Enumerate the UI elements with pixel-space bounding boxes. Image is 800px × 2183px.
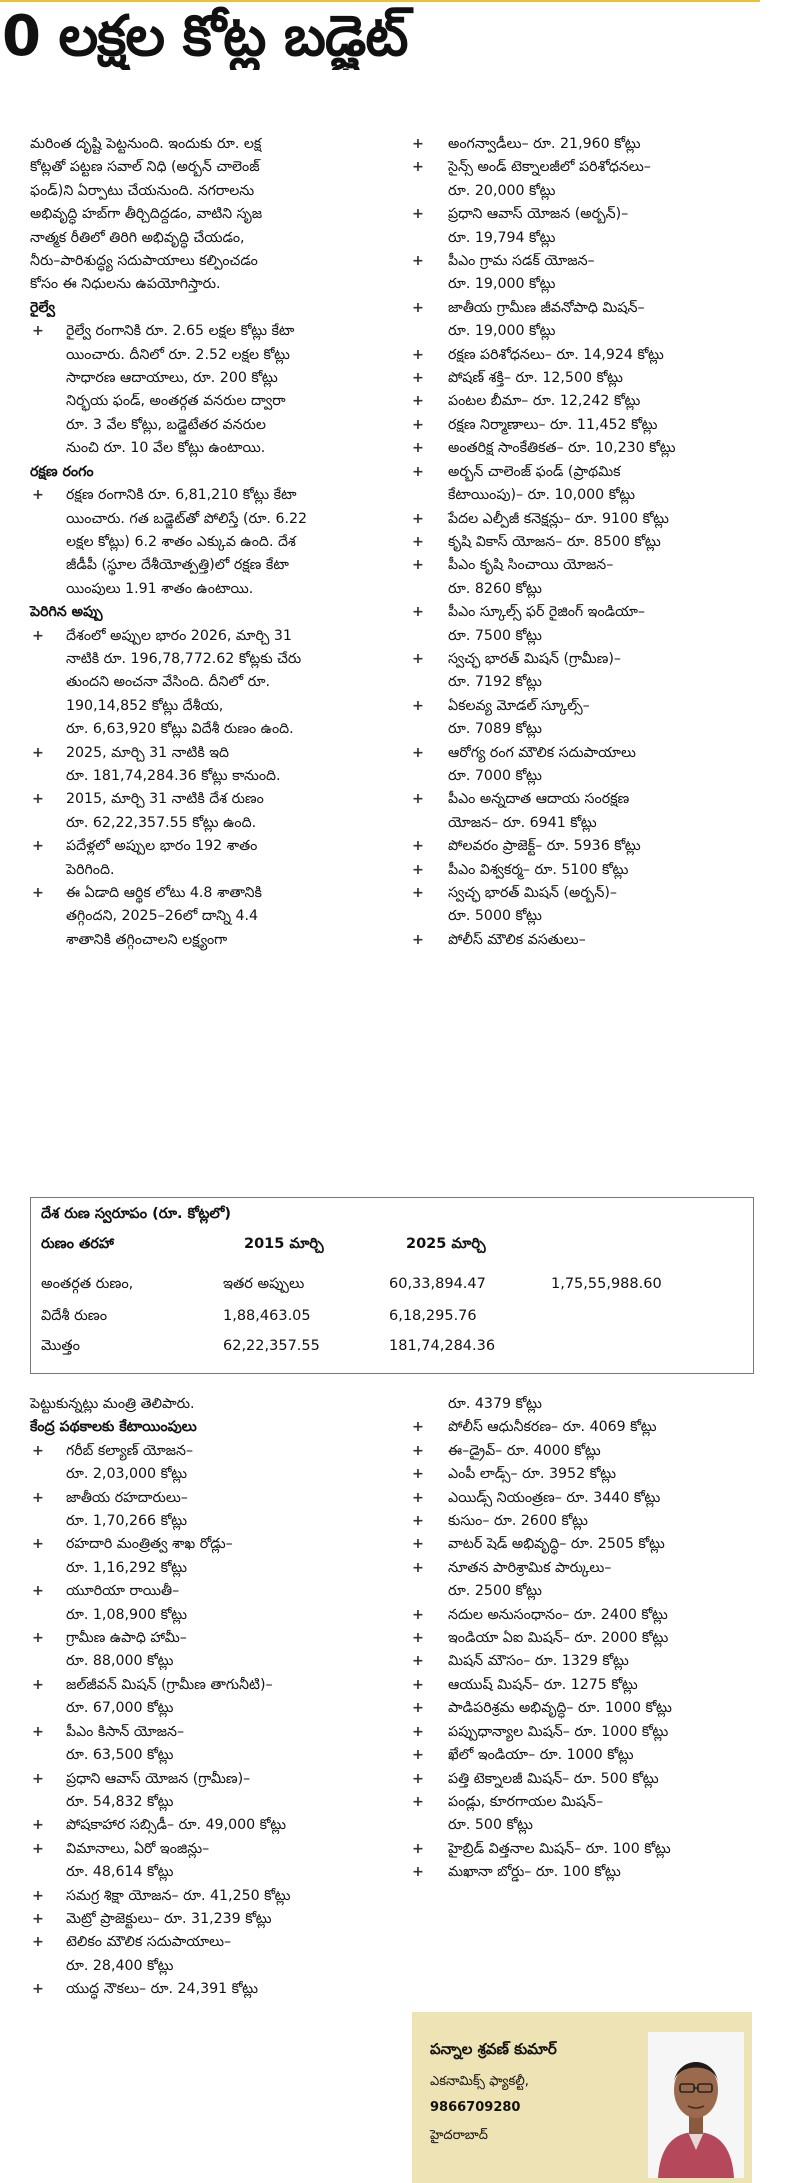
plus-bullet-icon: + — [412, 1513, 424, 1530]
plus-bullet-icon: + — [412, 838, 424, 855]
plus-bullet-icon: + — [32, 1630, 44, 1647]
bullet-text: పదేళ్లలో అప్పుల భారం 192 శాతం — [66, 838, 258, 855]
bullet-item — [410, 648, 760, 671]
bullet-text: యూరియా రాయితీ– — [66, 1583, 180, 1600]
plus-bullet-icon: + — [32, 1770, 44, 1787]
bullet-item — [410, 1721, 760, 1744]
bullet-item — [30, 742, 415, 765]
section2-column-right — [410, 1393, 760, 1885]
bullet-continuation: రూ. 6,63,920 కోట్లు విదేశీ రుణం ఉంది. — [66, 721, 294, 738]
bullet-text: ఆయుష్ మిషన్– రూ. 1275 కోట్లు — [448, 1676, 638, 1693]
debt-table-cell: మొత్తం — [41, 1338, 80, 1354]
plus-bullet-icon: + — [412, 557, 424, 574]
plus-bullet-icon: + — [32, 1934, 44, 1951]
bullet-text: ఈ ఏడాది ఆర్థిక లోటు 4.8 శాతానికి — [66, 885, 262, 901]
bullet-continuation: రూ. 19,794 కోట్లు — [448, 229, 556, 246]
bullet-item — [410, 601, 760, 624]
plus-bullet-icon: + — [412, 510, 424, 527]
plus-bullet-icon: + — [32, 1442, 44, 1459]
plus-bullet-icon: + — [412, 136, 424, 152]
plus-bullet-icon: + — [412, 1466, 424, 1483]
bullet-continuation: రూ. 1,16,292 కోట్లు — [66, 1559, 187, 1576]
bullet-item — [410, 1838, 760, 1861]
bullet-text: ఇండియా ఏఐ మిషన్– రూ. 2000 కోట్లు — [448, 1630, 669, 1647]
bullet-text: జల్‌జీవన్ మిషన్ (గ్రామీణ తాగునీటి)– — [66, 1676, 273, 1693]
debt-table-cell: 60,33,894.47 — [389, 1276, 486, 1292]
bullet-item — [30, 835, 415, 858]
plus-bullet-icon: + — [412, 1419, 424, 1436]
bullet-item — [410, 1416, 760, 1439]
bullet-continuation: శాతానికి తగ్గించాలని లక్ష్యంగా — [66, 931, 228, 948]
bullet-item — [410, 133, 760, 156]
bullet-text: టెలికం మౌలిక సదుపాయాలు– — [66, 1934, 232, 1951]
bullet-continuation: రూ. 3 వేల కోట్లు, బడ్జెటేతర వనరుల — [66, 416, 266, 433]
bullet-item — [410, 461, 760, 484]
plus-bullet-icon: + — [412, 697, 424, 714]
plus-bullet-icon: + — [412, 1770, 424, 1787]
debt-table-header: 2025 మార్చి — [406, 1236, 486, 1252]
bullet-item — [410, 1440, 760, 1463]
bullet-continuation: తగ్గిందని, 2025–26లో దాన్ని 4.4 — [66, 908, 259, 925]
bullet-text: సైన్స్ అండ్ టెక్నాలజీలో పరిశోధనలు– — [448, 159, 651, 176]
plus-bullet-icon: + — [412, 1864, 424, 1881]
bullet-text: మిషన్ మౌసం– రూ. 1329 కోట్లు — [448, 1653, 629, 1670]
bullet-item — [410, 297, 760, 320]
bullet-text: రైల్వే రంగానికి రూ. 2.65 లక్షల కోట్లు కేటా — [66, 323, 295, 340]
bullet-text: పోలీస్ ఆధునీకరణ– రూ. 4069 కోట్లు — [448, 1419, 657, 1436]
bullet-text: స్వచ్ఛ భారత్ మిషన్ (అర్బన్)– — [448, 885, 617, 901]
plus-bullet-icon: + — [32, 1489, 44, 1506]
paragraph-line: ఫండ్)ని ఏర్పాటు చేయనుంది. నగరాలను — [30, 182, 255, 199]
plus-bullet-icon: + — [32, 627, 44, 644]
debt-table-title: దేశ రుణ స్వరూపం (రూ. కోట్లలో) — [41, 1206, 232, 1222]
bullet-continuation: రూ. 1,70,266 కోట్లు — [66, 1513, 187, 1530]
plus-bullet-icon: + — [412, 440, 424, 457]
bullet-text: పోలీస్ మౌలిక వసతులు– — [448, 931, 586, 948]
bullet-item — [410, 1463, 760, 1486]
bullet-text: కృషి వికాస్ యోజన– రూ. 8500 కోట్లు — [448, 533, 661, 550]
bullet-item — [410, 414, 760, 437]
bullet-item — [410, 1744, 760, 1767]
section2-column-left — [30, 1393, 415, 2002]
bullet-item — [30, 625, 415, 648]
section-subheading: పెరిగిన అప్పు — [30, 604, 103, 621]
bullet-continuation: రూ. 181,74,284.36 కోట్లు కానుంది. — [66, 767, 281, 784]
debt-table-header: రుణం తరహా — [41, 1236, 114, 1252]
plus-bullet-icon: + — [412, 1747, 424, 1764]
section-subheading: కేంద్ర పథకాలకు కేటాయింపులు — [30, 1419, 197, 1436]
bullet-item — [410, 554, 760, 577]
bullet-text: గ్రామీణ ఉపాధి హామీ– — [66, 1630, 187, 1647]
plus-bullet-icon: + — [412, 1442, 424, 1459]
bullet-text: అంగన్వాడీలు– రూ. 21,960 కోట్లు — [448, 136, 641, 152]
bullet-text: సమగ్ర శిక్షా యోజన– రూ. 41,250 కోట్లు — [66, 1887, 291, 1904]
bullet-continuation: రూ. 63,500 కోట్లు — [66, 1747, 174, 1764]
bullet-continuation: రూ. 1,08,900 కోట్లు — [66, 1606, 187, 1623]
bullet-item — [410, 344, 760, 367]
bullet-continuation: రూ. 7000 కోట్లు — [448, 767, 542, 784]
bullet-item — [30, 1580, 415, 1603]
bullet-item — [30, 1674, 415, 1697]
plus-bullet-icon: + — [412, 791, 424, 808]
bullet-text: పంటల బీమా– రూ. 12,242 కోట్లు — [448, 393, 641, 410]
bullet-text: ఎంపీ లాడ్స్– రూ. 3952 కోట్లు — [448, 1466, 617, 1483]
bullet-continuation: తుందని అంచనా వేసింది. దీనిలో రూ. — [66, 674, 270, 691]
debt-table-cell: 6,18,295.76 — [389, 1308, 477, 1324]
bullet-item — [30, 1885, 415, 1908]
debt-structure-table — [30, 1197, 754, 1374]
plus-bullet-icon: + — [32, 1676, 44, 1693]
bullet-text: జాతీయ రహదారులు– — [66, 1489, 188, 1506]
bullet-text: పీఎం గ్రామ సడక్ యోజన– — [448, 253, 595, 270]
plus-bullet-icon: + — [32, 323, 44, 340]
debt-table-cell: 181,74,284.36 — [389, 1338, 496, 1354]
bullet-item — [410, 203, 760, 226]
bullet-text: రక్షణ రంగానికి రూ. 6,81,210 కోట్లు కేటా — [66, 487, 297, 504]
bullet-item — [410, 531, 760, 554]
plus-bullet-icon: + — [412, 416, 424, 433]
bullet-item — [30, 1721, 415, 1744]
plus-bullet-icon: + — [412, 1653, 424, 1670]
bullet-item — [410, 882, 760, 905]
bullet-item — [410, 508, 760, 531]
paragraph-line: నీరు–పారిశుద్ధ్య సదుపాయాలు కల్పించడం — [30, 253, 258, 270]
plus-bullet-icon: + — [32, 1817, 44, 1834]
debt-table-cell: ఇతర అప్పులు — [223, 1276, 305, 1292]
bullet-continuation: రూ. 7089 కోట్లు — [448, 721, 542, 738]
bullet-item — [410, 1604, 760, 1627]
bullet-text: పప్పుధాన్యాల మిషన్– రూ. 1000 కోట్లు — [448, 1723, 669, 1740]
plus-bullet-icon: + — [412, 253, 424, 270]
bullet-text: విమానాలు, ఏరో ఇంజిన్లు– — [66, 1840, 210, 1857]
bullet-item — [30, 1768, 415, 1791]
plus-bullet-icon: + — [412, 1630, 424, 1647]
plus-bullet-icon: + — [412, 1840, 424, 1857]
plus-bullet-icon: + — [32, 1536, 44, 1553]
bullet-text: పత్తి టెక్నాలజీ మిషన్– రూ. 500 కోట్లు — [448, 1770, 659, 1787]
bullet-item — [30, 320, 415, 343]
bullet-continuation: రూ. 48,614 కోట్లు — [66, 1864, 174, 1881]
bullet-text: అర్బన్ చాలెంజ్ ఫండ్ (ప్రాథమిక — [448, 463, 621, 480]
bullet-item — [30, 1533, 415, 1556]
bullet-text: జాతీయ గ్రామీణ జీవనోపాధి మిషన్– — [448, 299, 645, 316]
bullet-item — [410, 250, 760, 273]
bullet-text: దేశంలో అప్పుల భారం 2026, మార్చి 31 — [66, 627, 292, 644]
bullet-continuation: రూ. 7192 కోట్లు — [448, 674, 542, 691]
paragraph-line: మరింత దృష్టి పెట్టనుంది. ఇందుకు రూ. లక్ష — [30, 136, 262, 152]
bullet-continuation: రూ. 62,22,357.55 కోట్లు ఉంది. — [66, 814, 257, 831]
bullet-item — [410, 695, 760, 718]
bullet-item — [30, 1627, 415, 1650]
bullet-item — [410, 929, 760, 952]
bullet-item — [410, 742, 760, 765]
plus-bullet-icon: + — [32, 1910, 44, 1927]
plus-bullet-icon: + — [32, 885, 44, 901]
bullet-item — [410, 859, 760, 882]
bullet-continuation: రూ. 20,000 కోట్లు — [448, 182, 556, 199]
bullet-item — [30, 1978, 415, 2001]
bullet-text: పేదల ఎల్పీజీ కనెక్షన్లు– రూ. 9100 కోట్లు — [448, 510, 669, 527]
plus-bullet-icon: + — [412, 604, 424, 621]
plus-bullet-icon: + — [412, 370, 424, 387]
bullet-continuation: రూ. 8260 కోట్లు — [448, 580, 542, 597]
bullet-item — [410, 1627, 760, 1650]
bullet-continuation: పెరిగింది. — [66, 861, 115, 878]
bullet-item — [410, 1674, 760, 1697]
bullet-text: స్వచ్ఛ భారత్ మిషన్ (గ్రామీణ)– — [448, 650, 622, 667]
bullet-item — [410, 1697, 760, 1720]
bullet-text: పీఎం విశ్వకర్మ– రూ. 5100 కోట్లు — [448, 861, 629, 878]
debt-table-cell: అంతర్గత రుణం, — [41, 1276, 134, 1292]
bullet-continuation: రూ. 500 కోట్లు — [448, 1817, 533, 1834]
bullet-item — [410, 835, 760, 858]
plus-bullet-icon: + — [412, 159, 424, 176]
debt-table-cell: 1,88,463.05 — [223, 1308, 311, 1324]
bullet-item — [410, 1557, 760, 1580]
author-byline — [412, 2012, 752, 2183]
bullet-item — [30, 1931, 415, 1954]
bullet-continuation: నుంచి రూ. 10 వేల కోట్లు ఉంటాయి. — [66, 440, 266, 457]
plus-bullet-icon: + — [412, 299, 424, 316]
plus-bullet-icon: + — [32, 1723, 44, 1740]
bullet-item — [30, 1814, 415, 1837]
bullet-continuation: రూ. 19,000 కోట్లు — [448, 323, 556, 340]
plus-bullet-icon: + — [412, 1536, 424, 1553]
plus-bullet-icon: + — [412, 463, 424, 480]
bullet-text: గరీబ్ కల్యాణ్ యోజన– — [66, 1442, 194, 1459]
bullet-continuation: రూ. 2500 కోట్లు — [448, 1583, 542, 1600]
section-subheading: రైల్వే — [30, 299, 55, 316]
bullet-text: ఆరోగ్య రంగ మౌలిక సదుపాయాలు — [448, 744, 636, 761]
bullet-item — [410, 437, 760, 460]
bullet-text: రహదారి మంత్రిత్వ శాఖ రోడ్లు– — [66, 1536, 233, 1553]
bullet-continuation: యింపులు 1.91 శాతం ఉంటాయి. — [66, 580, 254, 597]
plus-bullet-icon: + — [32, 1981, 44, 1998]
bullet-text: 2025, మార్చి 31 నాటికి ఇది — [66, 744, 230, 761]
debt-table-header: 2015 మార్చి — [244, 1236, 324, 1252]
bullet-text: పీఎం అన్నదాత ఆదాయ సంరక్షణ — [448, 791, 630, 808]
bullet-text: పండ్లు, కూరగాయల మిషన్– — [448, 1793, 604, 1810]
section1-column-right — [410, 133, 760, 952]
bullet-continuation: సాధారణ ఆదాయాలు, రూ. 200 కోట్లు — [66, 370, 278, 387]
bullet-continuation: నాటికి రూ. 196,78,772.62 కోట్లకు చేరు — [66, 650, 302, 667]
plus-bullet-icon: + — [32, 744, 44, 761]
author-role: ఎకనామిక్స్ ఫ్యాకల్టీ, — [430, 2074, 529, 2089]
bullet-text: 2015, మార్చి 31 నాటికి దేశ రుణం — [66, 791, 264, 808]
bullet-text: వాటర్ షెడ్ అభివృద్ధి– రూ. 2505 కోట్లు — [448, 1536, 665, 1553]
plus-bullet-icon: + — [32, 791, 44, 808]
bullet-text: పోలవరం ప్రాజెక్ట్– రూ. 5936 కోట్లు — [448, 838, 641, 855]
bullet-text: ఖేలో ఇండియా– రూ. 1000 కోట్లు — [448, 1747, 634, 1764]
bullet-item — [410, 1487, 760, 1510]
bullet-continuation: యించారు. గత బడ్జెట్‌తో పోలిస్తే (రూ. 6.22 — [66, 510, 308, 527]
bullet-text: యుద్ధ నౌకలు– రూ. 24,391 కోట్లు — [66, 1981, 259, 1998]
bullet-continuation: నిర్భయ ఫండ్, అంతర్గత వనరుల ద్వారా — [66, 393, 286, 410]
plus-bullet-icon: + — [412, 393, 424, 410]
debt-table-cell: విదేశీ రుణం — [41, 1308, 108, 1324]
bullet-item — [410, 390, 760, 413]
plus-bullet-icon: + — [412, 1489, 424, 1506]
author-name: పన్నాల శ్రవణ్ కుమార్ — [430, 2040, 557, 2058]
top-rule — [0, 0, 760, 2]
bullet-continuation: రూ. 67,000 కోట్లు — [66, 1700, 174, 1717]
bullet-text: హైబ్రిడ్ విత్తనాల మిషన్– రూ. 100 కోట్లు — [448, 1840, 671, 1857]
bullet-item — [30, 484, 415, 507]
bullet-item — [30, 1440, 415, 1463]
bullet-continuation: యించారు. దీనిలో రూ. 2.52 లక్షల కోట్లు — [66, 346, 290, 363]
section1-column-left — [30, 133, 415, 952]
bullet-text: రక్షణ పరిశోధనలు– రూ. 14,924 కోట్లు — [448, 346, 664, 363]
plus-bullet-icon: + — [412, 1606, 424, 1623]
bullet-item — [410, 1791, 760, 1814]
bullet-continuation: రూ. 4379 కోట్లు — [448, 1396, 542, 1412]
bullet-continuation: రూ. 19,000 కోట్లు — [448, 276, 556, 293]
bullet-text: అంతరిక్ష సాంకేతికత– రూ. 10,230 కోట్లు — [448, 440, 676, 457]
plus-bullet-icon: + — [32, 1887, 44, 1904]
bullet-text: ఎయిడ్స్ నియంత్రణ– రూ. 3440 కోట్లు — [448, 1489, 661, 1506]
debt-table-cell: 62,22,357.55 — [223, 1338, 320, 1354]
bullet-item — [410, 1510, 760, 1533]
bullet-text: ఏకలవ్య మోడల్ స్కూల్స్– — [448, 697, 590, 714]
bullet-item — [410, 1650, 760, 1673]
plus-bullet-icon: + — [412, 885, 424, 901]
bullet-continuation: రూ. 5000 కోట్లు — [448, 908, 542, 925]
headline: 0 లక్షల కోట్ల బడ్జెట్ — [2, 4, 408, 69]
bullet-text: పీఎం కిసాన్ యోజన– — [66, 1723, 185, 1740]
bullet-text: పోషణ్ శక్తి– రూ. 12,500 కోట్లు — [448, 370, 623, 387]
bullet-text: పోషకాహార సబ్సిడీ– రూ. 49,000 కోట్లు — [66, 1817, 287, 1834]
bullet-text: పీఎం స్కూల్స్ ఫర్ రైజింగ్ ఇండియా– — [448, 604, 646, 621]
section-subheading: రక్షణ రంగం — [30, 463, 94, 480]
bullet-item — [30, 1487, 415, 1510]
bullet-continuation: రూ. 28,400 కోట్లు — [66, 1957, 174, 1974]
plus-bullet-icon: + — [412, 931, 424, 948]
bullet-item — [30, 882, 415, 905]
bullet-item — [30, 1908, 415, 1931]
bullet-text: నదుల అనుసంధానం– రూ. 2400 కోట్లు — [448, 1606, 668, 1623]
paragraph-line: అభివృద్ధి హబ్‌గా తీర్చిదిద్దడం, వాటిని సృజ — [30, 206, 263, 223]
paragraph-line: పెట్టుకున్నట్లు మంత్రి తెలిపారు. — [30, 1396, 195, 1412]
bullet-item — [30, 788, 415, 811]
bullet-item — [410, 1861, 760, 1884]
author-phone: 9866709280 — [430, 2100, 521, 2115]
bullet-text: కుసుం– రూ. 2600 కోట్లు — [448, 1513, 588, 1530]
bullet-item — [410, 1533, 760, 1556]
bullet-item — [410, 367, 760, 390]
plus-bullet-icon: + — [412, 650, 424, 667]
bullet-continuation: రూ. 88,000 కోట్లు — [66, 1653, 174, 1670]
plus-bullet-icon: + — [32, 487, 44, 504]
bullet-continuation: 190,14,852 కోట్లు దేశీయ, — [66, 697, 224, 714]
bullet-item — [410, 156, 760, 179]
paragraph-line: కోట్లతో పట్టణ సవాల్ నిధి (అర్బన్ చాలెంజ్ — [30, 159, 260, 176]
bullet-text: పీఎం కృషి సించాయి యోజన– — [448, 557, 614, 574]
bullet-continuation: రూ. 7500 కోట్లు — [448, 627, 542, 644]
bullet-continuation: రూ. 2,03,000 కోట్లు — [66, 1466, 187, 1483]
bullet-continuation: కేటాయింపు)– రూ. 10,000 కోట్లు — [448, 487, 636, 504]
plus-bullet-icon: + — [412, 744, 424, 761]
plus-bullet-icon: + — [412, 1676, 424, 1693]
bullet-item — [410, 1768, 760, 1791]
bullet-continuation: రూ. 54,832 కోట్లు — [66, 1793, 174, 1810]
bullet-continuation: జీడీపీ (స్థూల దేశీయోత్పత్తి)లో రక్షణ కేటా — [66, 557, 289, 574]
plus-bullet-icon: + — [32, 1840, 44, 1857]
bullet-text: పాడిపరిశ్రమ అభివృద్ధి– రూ. 1000 కోట్లు — [448, 1700, 672, 1717]
bullet-text: ప్రధాని ఆవాస్ యోజన (గ్రామీణ)– — [66, 1770, 251, 1787]
bullet-text: రక్షణ నిర్మాణాలు– రూ. 11,452 కోట్లు — [448, 416, 658, 433]
plus-bullet-icon: + — [412, 861, 424, 878]
plus-bullet-icon: + — [412, 206, 424, 223]
bullet-text: నూతన పారిశ్రామిక పార్కులు– — [448, 1559, 612, 1576]
author-city: హైదరాబాద్ — [430, 2128, 488, 2143]
bullet-item — [30, 1838, 415, 1861]
plus-bullet-icon: + — [412, 533, 424, 550]
bullet-text: మెట్రో ప్రాజెక్టులు– రూ. 31,239 కోట్లు — [66, 1910, 272, 1927]
bullet-item — [410, 788, 760, 811]
debt-table-cell: 1,75,55,988.60 — [551, 1276, 662, 1292]
plus-bullet-icon: + — [412, 1700, 424, 1717]
plus-bullet-icon: + — [412, 1723, 424, 1740]
paragraph-line: కోసం ఈ నిధులను ఉపయోగిస్తారు. — [30, 276, 221, 293]
bullet-continuation: యోజన– రూ. 6941 కోట్లు — [448, 814, 597, 831]
plus-bullet-icon: + — [32, 1583, 44, 1600]
paragraph-line: నాత్మక రీతిలో తిరిగి అభివృద్ధి చేయడం, — [30, 229, 245, 246]
plus-bullet-icon: + — [412, 1793, 424, 1810]
bullet-text: ప్రధాని ఆవాస్ యోజన (అర్బన్)– — [448, 206, 629, 223]
plus-bullet-icon: + — [412, 346, 424, 363]
author-photo — [648, 2032, 744, 2178]
plus-bullet-icon: + — [412, 1559, 424, 1576]
bullet-text: ఈ–డ్రైవ్– రూ. 4000 కోట్లు — [448, 1442, 601, 1459]
plus-bullet-icon: + — [32, 838, 44, 855]
bullet-text: మఖానా బోర్డు– రూ. 100 కోట్లు — [448, 1864, 621, 1881]
bullet-continuation: లక్షల కోట్లు) 6.2 శాతం ఎక్కువ ఉంది. దేశ — [66, 533, 296, 550]
